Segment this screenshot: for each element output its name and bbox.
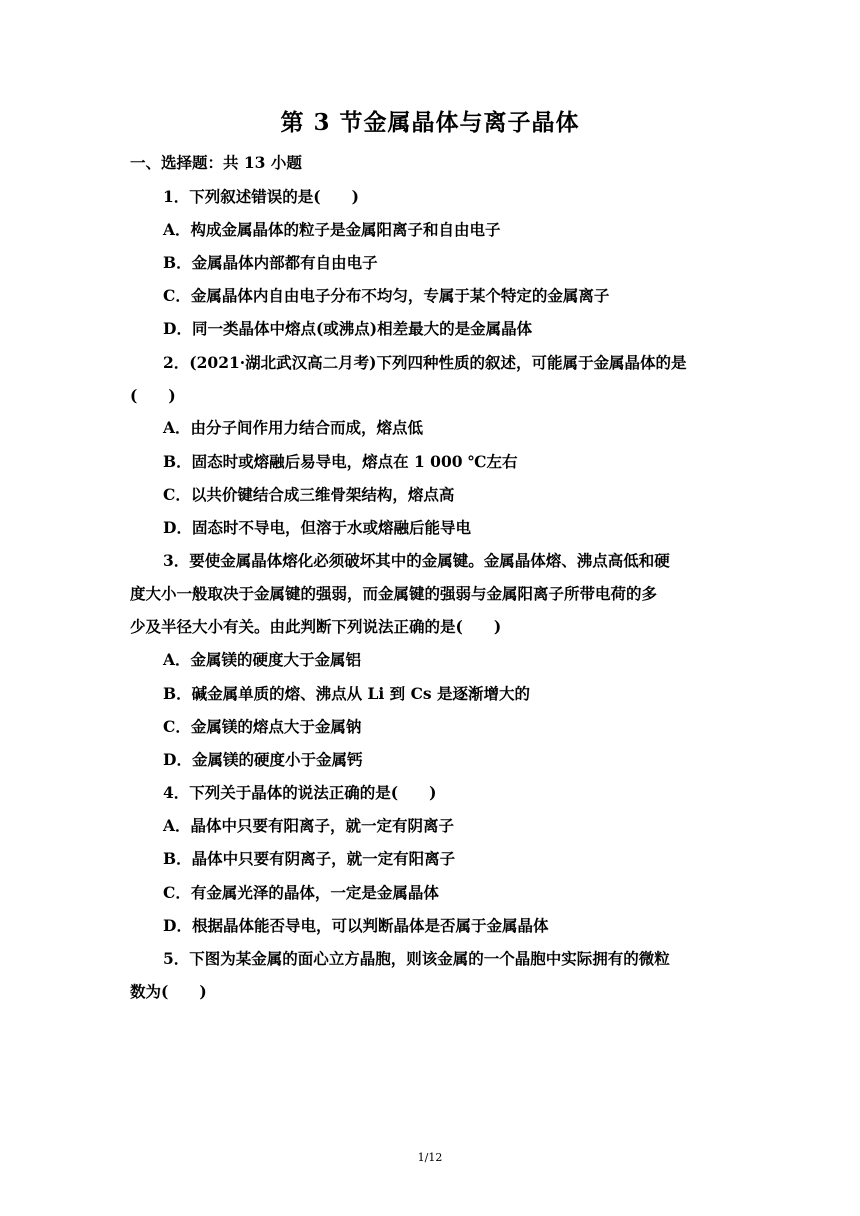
question-2-option-d: D．固态时不导电，但溶于水或熔融后能导电 bbox=[163, 518, 471, 537]
question-2-stem-line-2: ( ) bbox=[130, 386, 176, 405]
question-5-stem-line-2: 数为( ) bbox=[130, 982, 207, 1001]
question-3-option-a: A．金属镁的硬度大于金属铝 bbox=[163, 650, 362, 669]
question-3-option-d: D．金属镁的硬度小于金属钙 bbox=[163, 750, 363, 769]
question-4-option-b: B．晶体中只要有阴离子，就一定有阳离子 bbox=[163, 849, 456, 868]
question-1-option-b: B．金属晶体内部都有自由电子 bbox=[163, 253, 378, 272]
question-3-stem-line-2: 度大小一般取决于金属键的强弱，而金属键的强弱与金属阳离子所带电荷的多 bbox=[130, 584, 658, 603]
question-4-stem: 4．下列关于晶体的说法正确的是( ) bbox=[163, 783, 437, 802]
question-2-option-b: B．固态时或熔融后易导电，熔点在 1 000 ℃左右 bbox=[163, 452, 518, 471]
page-title: 第 3 节金属晶体与离子晶体 bbox=[280, 109, 580, 136]
question-1-option-c: C．金属晶体内自由电子分布不均匀，专属于某个特定的金属离子 bbox=[163, 286, 610, 305]
question-1-option-d: D．同一类晶体中熔点(或沸点)相差最大的是金属晶体 bbox=[163, 319, 533, 338]
question-3-stem-line-1: 3．要使金属晶体熔化必须破坏其中的金属键。金属晶体熔、沸点高低和硬 bbox=[163, 551, 670, 570]
question-3-stem-line-3: 少及半径大小有关。由此判断下列说法正确的是( ) bbox=[130, 617, 502, 636]
question-2-stem-line-1: 2．(2021·湖北武汉高二月考)下列四种性质的叙述，可能属于金属晶体的是 bbox=[163, 353, 687, 372]
question-3-option-b: B．碱金属单质的熔、沸点从 Li 到 Cs 是逐渐增大的 bbox=[163, 684, 531, 703]
question-4-option-c: C．有金属光泽的晶体，一定是金属晶体 bbox=[163, 883, 439, 902]
question-4-option-a: A．晶体中只要有阳离子，就一定有阴离子 bbox=[163, 816, 455, 835]
question-1-option-a: A．构成金属晶体的粒子是金属阳离子和自由电子 bbox=[163, 220, 501, 239]
question-4-option-d: D．根据晶体能否导电，可以判断晶体是否属于金属晶体 bbox=[163, 916, 549, 935]
page-number: 1/12 bbox=[417, 1151, 443, 1164]
question-5-stem-line-1: 5．下图为某金属的面心立方晶胞，则该金属的一个晶胞中实际拥有的微粒 bbox=[163, 949, 670, 968]
question-3-option-c: C．金属镁的熔点大于金属钠 bbox=[163, 717, 362, 736]
question-1-stem: 1．下列叙述错误的是( ) bbox=[163, 187, 359, 206]
question-2-option-c: C．以共价键结合成三维骨架结构，熔点高 bbox=[163, 485, 455, 504]
question-2-option-a: A．由分子间作用力结合而成，熔点低 bbox=[163, 418, 424, 437]
section-heading: 一、选择题：共 13 小题 bbox=[130, 153, 302, 172]
